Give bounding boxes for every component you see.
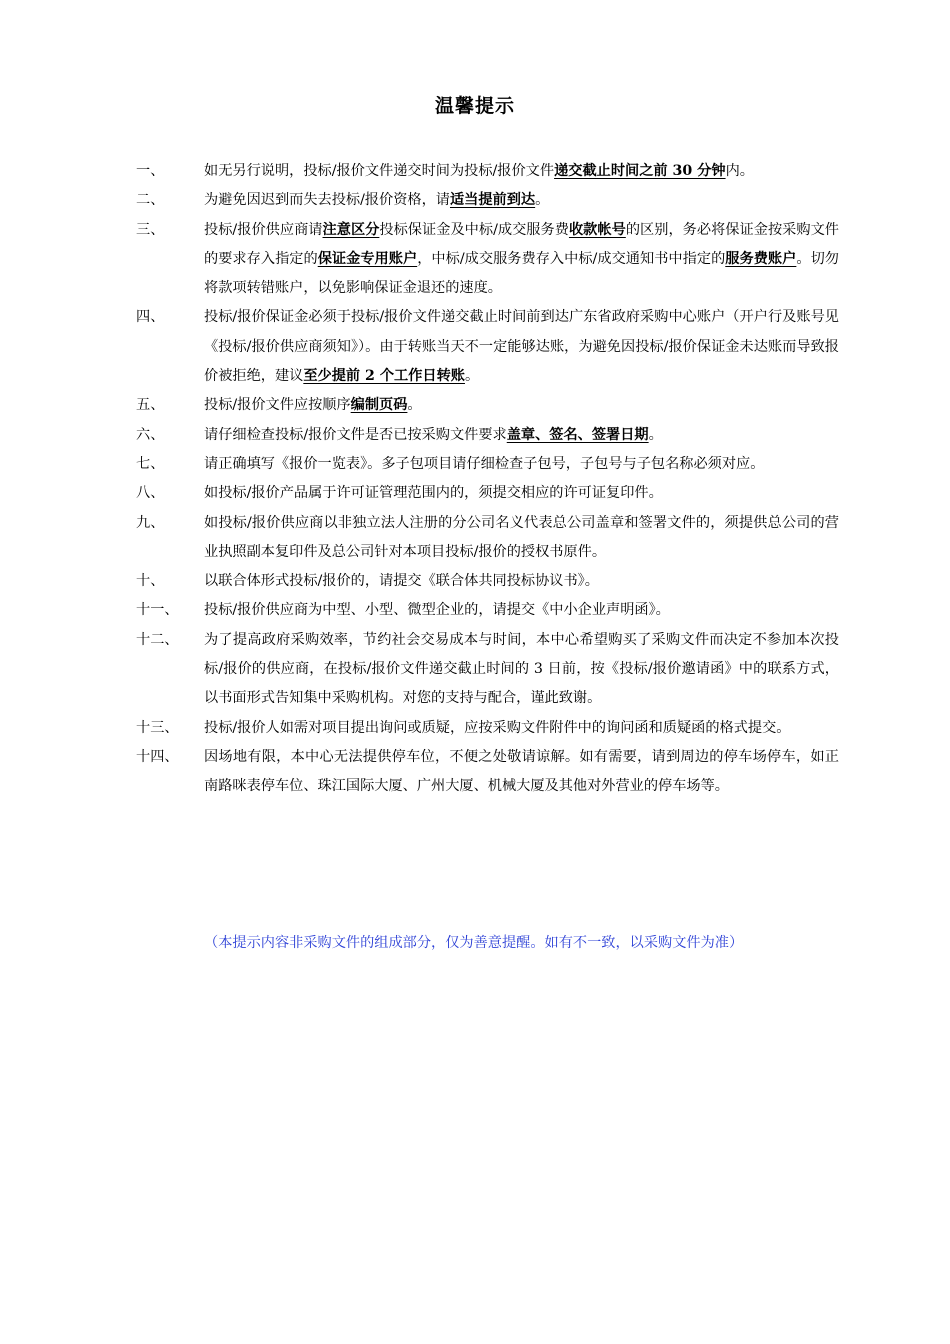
tip-text-segment: 。: [648, 426, 663, 443]
tip-text-segment: 请正确填写《报价一览表》。多子包项目请仔细检查子包号，子包号与子包名称必须对应。: [204, 455, 765, 472]
tip-item: [136, 714, 839, 743]
tip-text-segment: 内。: [725, 163, 754, 179]
tip-text-segment: 投标保证金及中标/成交服务费: [379, 221, 569, 238]
tip-text-segment: 如投标/报价供应商以非独立法人注册的分公司名义代表总公司盖章和签署文件的，须提供总公司的营业执照副本复印件及总公司针对本项目投标/报价的授权书原件。: [204, 514, 839, 560]
tip-text-segment: 。: [464, 368, 480, 385]
tip-item: [136, 509, 839, 568]
tip-text-segment: 投标/报价供应商为中型、小型、微型企业的，请提交《中小企业声明函》。: [204, 602, 670, 619]
tip-text-segment: 以联合体形式投标/报价的，请提交《联合体共同投标协议书》。: [204, 573, 599, 590]
tip-item: [136, 216, 839, 304]
tip-text-segment: 投标/报价文件应按顺序: [204, 397, 351, 414]
tip-item: [136, 421, 839, 450]
tip-text: [204, 626, 839, 714]
emphasized-text: 收款帐号: [568, 221, 626, 238]
tip-text: [204, 479, 839, 508]
tip-number: 二、: [136, 192, 165, 209]
tip-number: 十一、: [136, 602, 179, 619]
tip-number: 十二、: [136, 631, 179, 648]
tip-text: [204, 450, 839, 479]
tip-text: [204, 216, 839, 304]
tip-text-segment: 的区别，务必将保证金按采购文件的要求存入指定的: [204, 221, 839, 267]
emphasized-text: 服务费账户: [725, 250, 797, 267]
tip-item: [136, 626, 839, 714]
tip-text-segment: 请仔细检查投标/报价文件是否已按采购文件要求: [204, 426, 507, 443]
tip-number: 三、: [136, 221, 165, 238]
tip-text: [204, 186, 839, 215]
tip-item: [136, 450, 839, 479]
tip-text: [204, 391, 839, 420]
tip-text: [204, 303, 839, 391]
tip-text: [204, 596, 839, 625]
tip-text-segment: 投标/报价人如需对项目提出询问或质疑，应按采购文件附件中的询问函和质疑函的格式提交。: [204, 719, 791, 736]
tip-text-segment: 为了提高政府采购效率，节约社会交易成本与时间，本中心希望购买了采购文件而决定不参加本次投标/报价的供应商，在投标/报价文件递交截止时间的 3 日前，按《投标/报价邀请函》中的联系方式，以书面形式告知集中采购机构。对您的支持与配合，谨此致谢。: [204, 631, 839, 707]
disclaimer-note: （本提示内容非采购文件的组成部分，仅为善意提醒。如有不一致，以采购文件为准）: [204, 935, 744, 951]
tip-number: 四、: [136, 309, 165, 326]
tip-text-segment: 为避免因迟到而失去投标/报价资格，请: [204, 192, 450, 209]
tip-item: [136, 157, 839, 186]
tip-number: 一、: [136, 163, 165, 179]
tip-number: 五、: [136, 397, 165, 414]
tip-number: 六、: [136, 426, 165, 443]
tip-text: [204, 567, 839, 596]
tip-text: [204, 509, 839, 568]
tip-item: [136, 743, 839, 802]
tip-text-segment: 如投标/报价产品属于许可证管理范围内的，须提交相应的许可证复印件。: [204, 485, 663, 502]
tip-text-segment: 因场地有限，本中心无法提供停车位，不便之处敬请谅解。如有需要，请到周边的停车场停车，如正南路咪表停车位、珠江国际大厦、广州大厦、机械大厦及其他对外营业的停车场等。: [204, 748, 839, 795]
tip-number: 九、: [136, 514, 165, 531]
tip-text-segment: 投标/报价保证金必须于投标/报价文件递交截止时间前到达广东省政府采购中心账户（开户行及账号见《投标/报价供应商须知》）。由于转账当天不一定能够达账，为避免因投标/报价保证金未达账而导致报价被拒绝，建议: [204, 309, 839, 385]
tip-text-segment: ，中标/成交服务费存入中标/成交通知书中指定的: [417, 250, 726, 267]
tip-number: 十、: [136, 573, 165, 590]
tips-list: [136, 157, 839, 802]
tip-text-segment: 。: [407, 397, 422, 414]
tip-number: 十三、: [136, 719, 179, 736]
emphasized-text: 编制页码: [350, 397, 408, 414]
emphasized-text: 盖章、签名、签署日期: [506, 426, 649, 443]
tip-number: 八、: [136, 485, 165, 502]
emphasized-text: 保证金专用账户: [317, 250, 418, 267]
page-title: 温馨提示: [434, 95, 515, 117]
tip-item: [136, 479, 839, 508]
tip-item: [136, 391, 839, 420]
emphasized-text: 注意区分: [322, 221, 380, 238]
tip-item: [136, 567, 839, 596]
emphasized-text: 递交截止时间之前 30 分钟: [554, 163, 726, 179]
tip-text: [204, 421, 839, 450]
tip-item: [136, 303, 839, 391]
tip-item: [136, 596, 839, 625]
tip-text-segment: 如无另行说明，投标/报价文件递交时间为投标/报价文件: [204, 163, 555, 179]
tip-text-segment: 投标/报价供应商请: [204, 221, 323, 238]
tip-item: [136, 186, 839, 215]
tip-number: 七、: [136, 455, 165, 472]
emphasized-text: 至少提前 2 个工作日转账: [303, 368, 465, 385]
tip-text-segment: 。: [535, 192, 550, 209]
tip-text-segment: 。切勿将款项转错账户，以免影响保证金退还的速度。: [204, 250, 839, 297]
emphasized-text: 适当提前到达: [449, 192, 536, 209]
tip-text: [204, 157, 839, 186]
tip-text: [204, 714, 839, 743]
tip-number: 十四、: [136, 748, 179, 765]
tip-text: [204, 743, 839, 802]
